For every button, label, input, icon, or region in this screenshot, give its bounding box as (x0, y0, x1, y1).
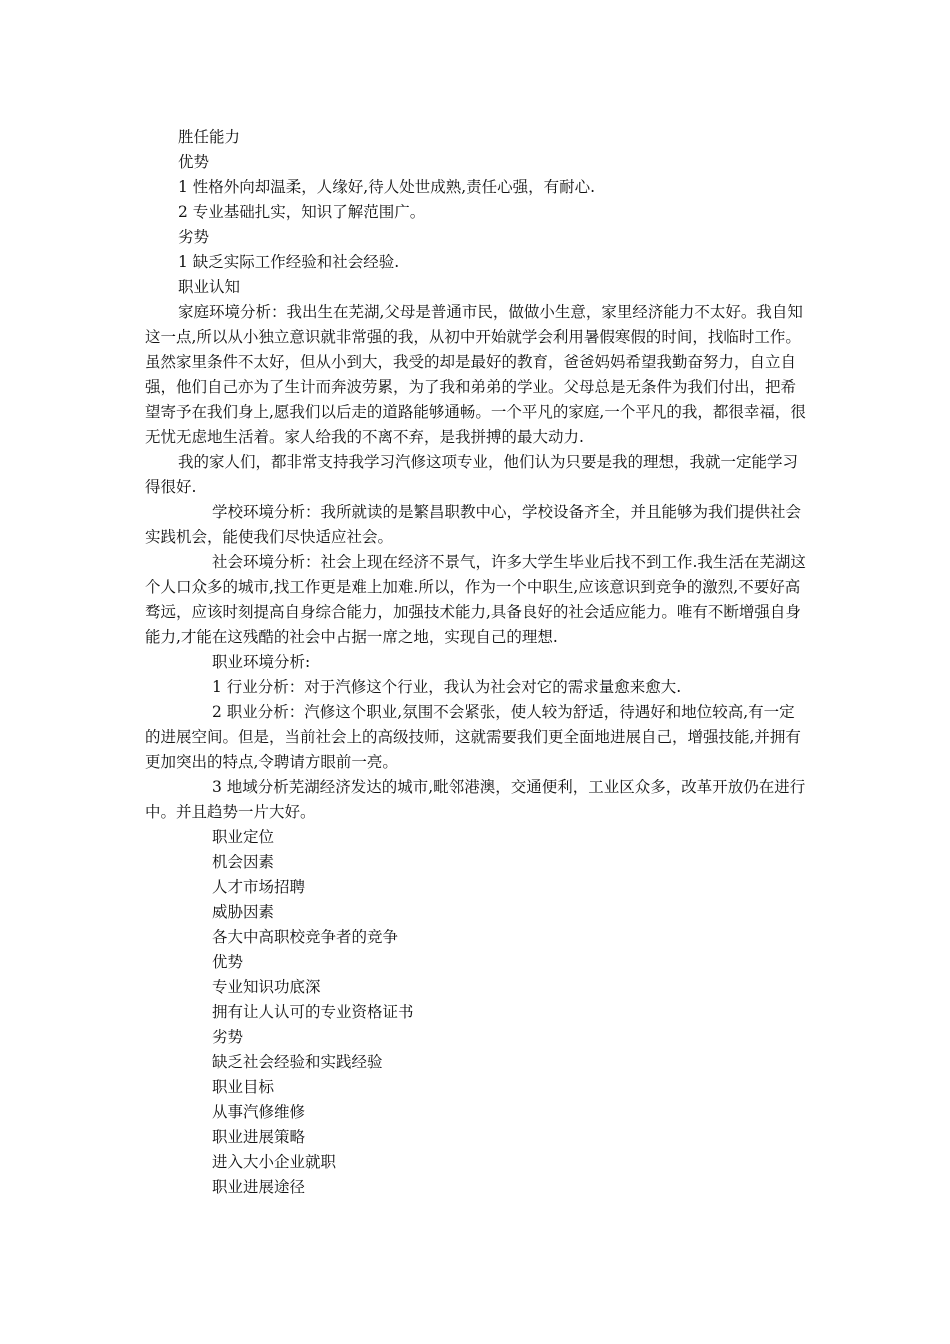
document-page (145, 125, 810, 1200)
list-item: 威胁因素 (212, 903, 275, 921)
weaknesses-label: 劣势 (178, 228, 210, 246)
list-item: 机会因素 (212, 853, 275, 871)
career-cognition-heading: 职业认知 (178, 278, 241, 296)
society-analysis-paragraph: 社会环境分析：社会上现在经济不景气，许多大学生毕业后找不到工作.我生活在芜湖这个人口众多的城市,找工作更是难上加难.所以，作为一个中职生,应该意识到竞争的激烈,不要好高骛远，应该时刻提高自身综合能力，加强技术能力,具备良好的社会适应能力。唯有不断增强自身能力,才能在这残酷的社会中占据一席之地，实现自己的理想. (145, 553, 806, 646)
school-analysis-paragraph: 学校环境分析：我所就读的是繁昌职教中心，学校设备齐全，并且能够为我们提供社会实践机会，能使我们尽快适应社会。 (145, 503, 802, 546)
list-item: 优势 (212, 953, 244, 971)
list-item: 职业进展策略 (212, 1128, 306, 1146)
list-item: 职业进展途径 (212, 1178, 306, 1196)
region-analysis-paragraph: 3 地域分析芜湖经济发达的城市,毗邻港澳，交通便利，工业区众多，改革开放仍在进行中。并且趋势一片大好。 (145, 778, 806, 821)
career-environment-label: 职业环境分析: (212, 653, 311, 671)
list-item: 进入大小企业就职 (212, 1153, 337, 1171)
list-item: 缺乏社会经验和实践经验 (212, 1053, 383, 1071)
weakness-item-1: 1 缺乏实际工作经验和社会经验. (178, 253, 400, 271)
strength-item-1: 1 性格外向却温柔，人缘好,待人处世成熟,责任心强，有耐心. (178, 178, 596, 196)
strengths-label: 优势 (178, 153, 210, 171)
family-analysis-paragraph: 家庭环境分析：我出生在芜湖,父母是普通市民，做做小生意，家里经济能力不太好。我自知这一点,所以从小独立意识就非常强的我，从初中开始就学会利用暑假寒假的时间，找临时工作。虽然家里条件不太好，但从小到大，我受的却是最好的教育，爸爸妈妈希望我勤奋努力，自立自强，他们自己亦为了生计而奔波劳累，为了我和弟弟的学业。父母总是无条件为我们付出，把希望寄予在我们身上,愿我们以后走的道路能够通畅。一个平凡的家庭,一个平凡的我，都很幸福，很无忧无虑地生活着。家人给我的不离不弃，是我拼搏的最大动力. (145, 303, 806, 446)
industry-analysis-paragraph: 1 行业分析：对于汽修这个行业，我认为社会对它的需求量愈来愈大. (212, 678, 682, 696)
competence-heading: 胜任能力 (178, 128, 241, 146)
list-item: 专业知识功底深 (212, 978, 321, 996)
list-item: 从事汽修维修 (212, 1103, 306, 1121)
list-item: 职业定位 (212, 828, 275, 846)
list-item: 职业目标 (212, 1078, 275, 1096)
list-item: 劣势 (212, 1028, 244, 1046)
list-item: 各大中高职校竞争者的竞争 (212, 928, 399, 946)
occupation-analysis-paragraph: 2 职业分析：汽修这个职业,氛围不会紧张，使人较为舒适，待遇好和地位较高,有一定的进展空间。但是，当前社会上的高级技师，这就需要我们更全面地进展自己，增强技能,并拥有更加突出的特点,令聘请方眼前一亮。 (145, 703, 801, 771)
family-support-paragraph: 我的家人们，都非常支持我学习汽修这项专业，他们认为只要是我的理想，我就一定能学习得很好. (145, 453, 799, 496)
list-item: 拥有让人认可的专业资格证书 (212, 1003, 414, 1021)
list-item: 人才市场招聘 (212, 878, 306, 896)
strength-item-2: 2 专业基础扎实，知识了解范围广。 (178, 203, 426, 221)
